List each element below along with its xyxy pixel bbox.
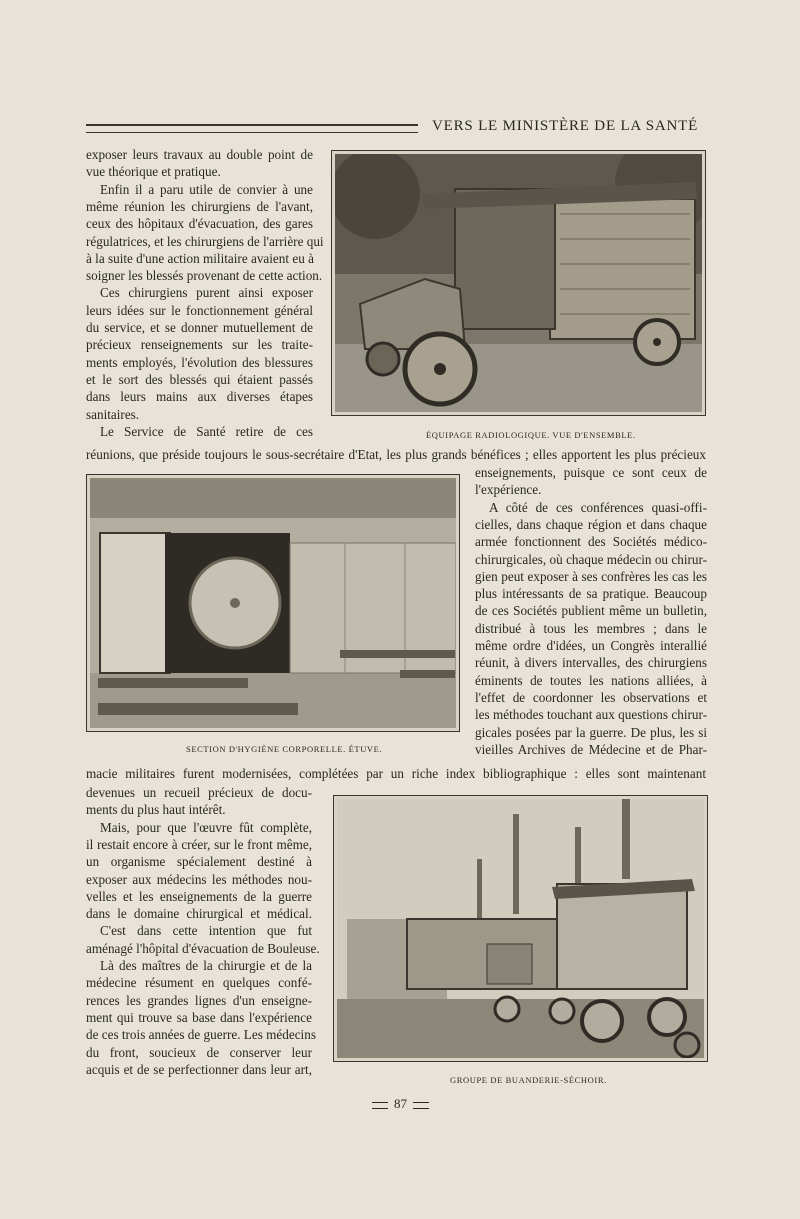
text-line: soigner les blessés provenant de cette action. [86, 268, 323, 284]
text-line: rences les grandes lignes d'un enseigne- [86, 992, 312, 1008]
full-width-line-1: réunions, que préside toujours le sous-secrétaire d'Etat, les plus grands bénéfices ; elles apportent les plus précieux [86, 447, 706, 462]
text-line: exposer leurs travaux au double point de [86, 147, 313, 162]
text-line: médecine résument en quelques confé- [86, 975, 312, 991]
text-line: devenues un recueil précieux de docu- [86, 785, 312, 800]
text-line: même ordre d'idées, un Congrès interallié [475, 638, 707, 653]
text-line: aménagé l'hôpital d'évacuation de Bouleuse. [86, 940, 320, 956]
text-line: A côté de ces conférences quasi-offi- [489, 499, 707, 515]
text-line: sanitaires. [86, 406, 140, 422]
text-line: l'effet de coordonner les observations et [475, 689, 707, 705]
page-number-ornament-right [413, 1102, 429, 1109]
caption-photo-hygiene: SECTION D'HYGIÈNE CORPORELLE. ÉTUVE. [186, 744, 383, 754]
text-line: il restait encore à créer, sur le front même, [86, 836, 312, 852]
text-line: Le Service de Santé retire de ces [100, 423, 313, 439]
text-line: de ces Sociétés publient même un bulletin, [475, 603, 707, 619]
text-line: leurs idées sur le fonctionnement général [86, 302, 313, 318]
text-line: armée fonctionnent des Sociétés médico- [475, 534, 707, 550]
text-line: vue théorique et pratique. [86, 164, 221, 180]
page-number-value: 87 [394, 1096, 407, 1111]
text-line: velles et les enseignements de la guerre [86, 888, 312, 904]
caption-photo-radiological: ÉQUIPAGE RADIOLOGIQUE. VUE D'ENSEMBLE. [426, 430, 636, 440]
photo-hygiene-section [86, 474, 460, 732]
text-line: Ces chirurgiens purent ainsi exposer [100, 285, 313, 301]
text-line: dans leurs mains aux diverses étapes [86, 389, 313, 405]
text-line: l'expérience. [475, 482, 542, 498]
sterilizer-room-illustration [90, 478, 456, 728]
text-line: distribué à tous les membres ; dans le [475, 620, 707, 636]
text-line: chirurgicales, où chaque médecin ou chirur- [475, 551, 707, 567]
text-line: éminents de toutes les nations alliées, à [475, 672, 707, 688]
text-line: et le sort des blessés qui étaient passés [86, 371, 313, 387]
text-line: même réunion les chirurgiens de l'avant, [86, 198, 313, 214]
photo-laundry-dryer [333, 795, 708, 1062]
text-line: régulatrices, et les chirurgiens de l'arrière qui [86, 233, 324, 249]
full-width-line-2: macie militaires furent modernisées, complétées par un riche index bibliographique : elles sont maintenant [86, 766, 706, 781]
radiology-truck-illustration [335, 154, 702, 412]
text-line: les méthodes touchant aux questions chirur- [475, 707, 707, 723]
text-line: plus intéressants de sa pratique. Beaucoup [475, 586, 707, 602]
text-line: C'est dans cette intention que fut [100, 923, 312, 939]
page-number [366, 1096, 435, 1112]
caption-photo-laundry: GROUPE DE BUANDERIE-SÉCHOIR. [450, 1075, 607, 1085]
text-line: dans le domaine chirurgical et médical. [86, 906, 312, 922]
text-line: ceux des hôpitaux d'évacuation, des gares [86, 216, 313, 232]
text-line: ments du plus haut intérêt. [86, 802, 226, 818]
text-line: précieux renseignements sur les traite- [86, 337, 313, 353]
text-line: Mais, pour que l'œuvre fût complète, [100, 819, 312, 835]
text-line: réunit, à divers intervalles, des chirurgiens [475, 655, 707, 671]
running-header: VERS LE MINISTÈRE DE LA SANTÉ [432, 118, 699, 134]
page-number-ornament-left [372, 1102, 388, 1109]
text-line: exposer aux médecins les méthodes nou- [86, 871, 312, 887]
text-line: ments employés, l'évolution des blessures [86, 354, 313, 370]
text-line: un organisme spécialement destiné à [86, 854, 312, 870]
text-line: gicales posées par la guerre. De plus, les si [475, 724, 707, 740]
photo-radiological-vehicle [331, 150, 706, 416]
text-line: Là des maîtres de la chirurgie et de la [100, 958, 312, 973]
text-line: vieilles Archives de Médecine et de Phar- [475, 741, 707, 757]
text-line: à la suite d'une action militaire avaient eu à [86, 250, 314, 266]
header-rule [86, 124, 418, 133]
text-line: de ces trois années de guerre. Les médecins [86, 1027, 316, 1043]
text-line: du front, soucieux de conserver leur [86, 1044, 312, 1060]
text-line: gien peut exposer à ses confrères les cas les [475, 568, 707, 584]
text-line: du service, et se donner mutuellement de [86, 320, 313, 335]
text-line: cielles, dans chaque région et dans chaque [475, 516, 707, 532]
laundry-truck-illustration [337, 799, 704, 1058]
text-line: ment qui trouve sa base dans l'expérience [86, 1009, 312, 1025]
text-line: enseignements, puisque ce sont ceux de [475, 465, 707, 480]
text-line: acquis et de se perfectionner dans leur art, [86, 1061, 312, 1077]
text-line: Enfin il a paru utile de convier à une [100, 181, 313, 197]
